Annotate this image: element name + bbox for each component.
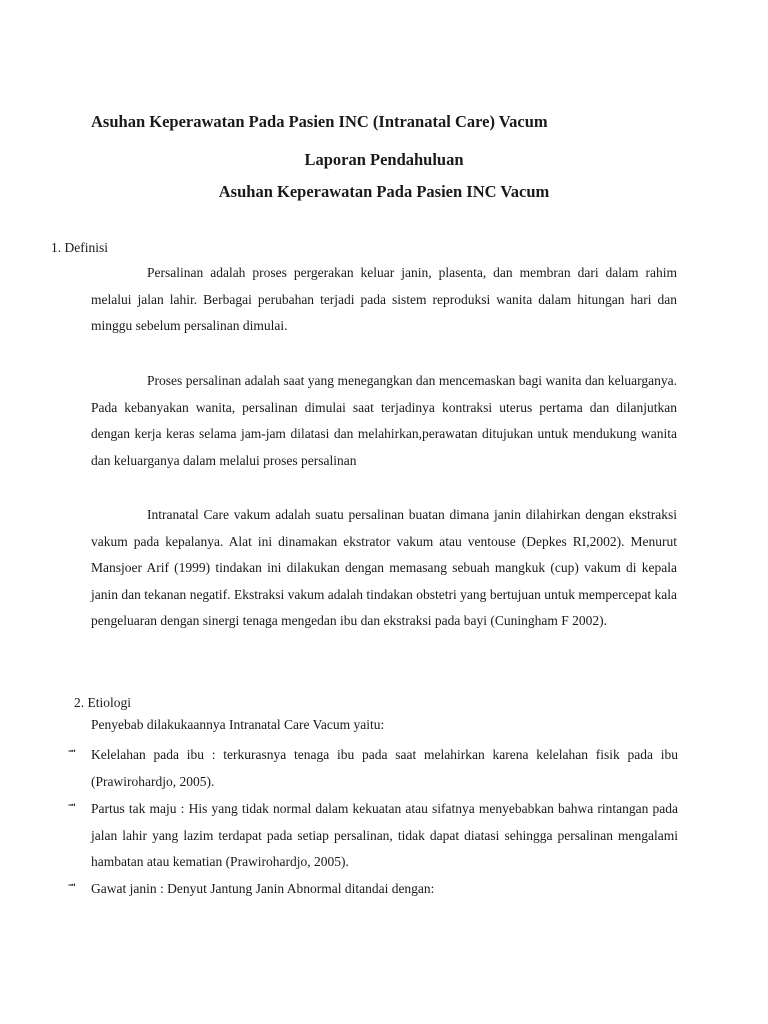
report-subheading: Asuhan Keperawatan Pada Pasien INC Vacum — [218, 182, 550, 201]
list-item — [68, 742, 678, 795]
document-title: Asuhan Keperawatan Pada Pasien INC (Intranatal Care) Vacum — [91, 112, 548, 131]
section-etiologi-label: 2. Etiologi — [74, 695, 131, 710]
bullet-arrow-icon: ⭲ — [68, 880, 76, 891]
list-item — [68, 876, 678, 903]
paragraph-definisi-3: Intranatal Care vakum adalah suatu persalinan buatan dimana janin dilahirkan dengan ekstraksi vakum pada kepalanya. Alat ini dinamakan ekstrator vakum atau ventouse (Depkes RI,2002). Menurut Mansjoer Arif (1999) tindakan ini dilakukan dengan memasang sebuah mangkuk (cup) vakum di kepala janin dan tekanan negatif. Ekstraksi vakum adalah tindakan obstetri yang bertujuan untuk mempercepat kala pengeluaran dengan sinergi tenaga mengedan ibu dan ekstraksi pada bayi (Cuningham F 2002). — [91, 507, 677, 628]
list-item — [68, 796, 678, 876]
section-definisi-label: 1. Definisi — [51, 240, 108, 255]
paragraph-definisi-2: Proses persalinan adalah saat yang menegangkan dan mencemaskan bagi wanita dan keluarganya. Pada kebanyakan wanita, persalinan dimulai saat terjadinya kontraksi uterus pertama dan dilanjutkan dengan kerja keras selama jam-jam dilatasi dan melahirkan,perawatan ditujukan untuk mendukung wanita dan keluarganya dalam melalui proses persalinan — [91, 373, 677, 468]
bullet-arrow-icon: ⭲ — [68, 800, 76, 811]
etiologi-intro: Penyebab dilakukaannya Intranatal Care Vacum yaitu: — [91, 717, 385, 732]
list-item-text: Partus tak maju : His yang tidak normal dalam kekuatan atau sifatnya menyebabkan bahwa rintangan pada jalan lahir yang lazim terdapat pada setiap persalinan, tidak dapat diatasi sehingga persalinan mengalami hambatan atau kematian (Prawirohardjo, 2005). — [91, 801, 678, 869]
list-item-text: Gawat janin : Denyut Jantung Janin Abnormal ditandai dengan: — [91, 881, 435, 896]
list-item-text: Kelelahan pada ibu : terkurasnya tenaga ibu pada saat melahirkan karena kelelahan fisik pada ibu (Prawirohardjo, 2005). — [91, 747, 678, 789]
report-heading: Laporan Pendahuluan — [304, 150, 464, 169]
bullet-arrow-icon: ⭲ — [68, 746, 76, 757]
paragraph-definisi-1: Persalinan adalah proses pergerakan keluar janin, plasenta, dan membran dari dalam rahim melalui jalan lahir. Berbagai perubahan terjadi pada sistem reproduksi wanita dalam hitungan hari dan minggu sebelum persalinan dimulai. — [91, 265, 677, 333]
